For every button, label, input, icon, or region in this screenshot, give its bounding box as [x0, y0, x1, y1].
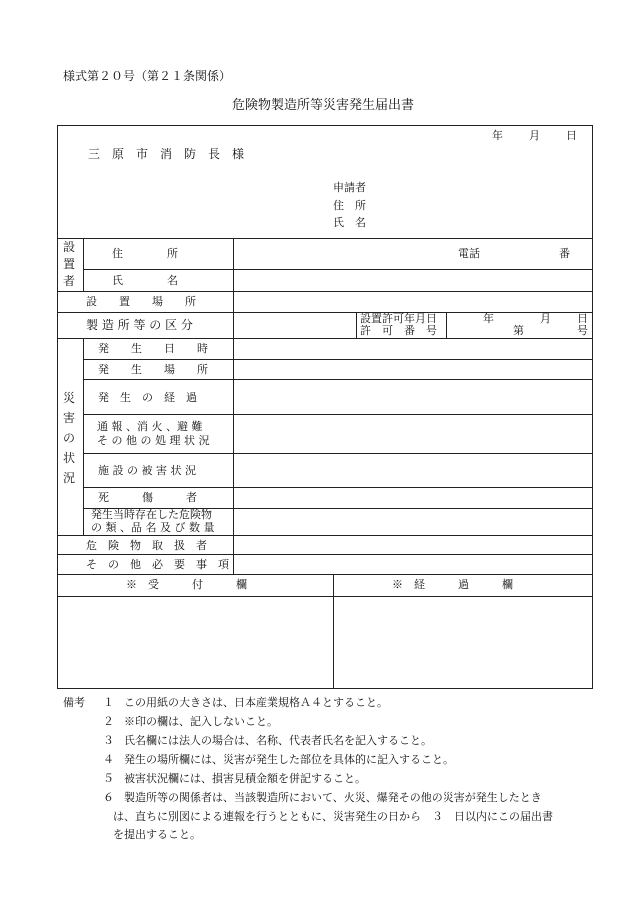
note-text: 発生の場所欄には、災害が発生した部位を具体的に記入すること。: [124, 753, 454, 766]
installer-address-label: 住 所: [112, 247, 178, 260]
disaster-group-char: 害: [63, 411, 76, 425]
installer-phone-field[interactable]: [485, 239, 555, 268]
occurrence-process-field[interactable]: [234, 380, 592, 413]
permit-year-label: 年: [483, 312, 494, 325]
permit-dai-label: 第: [513, 324, 524, 337]
note-number: ３: [103, 734, 114, 747]
phone-suffix: 番: [559, 247, 570, 260]
applicant-address-field[interactable]: [370, 196, 580, 214]
occurrence-place-field[interactable]: [234, 360, 592, 378]
reception-area: [58, 597, 332, 688]
progress-area: [334, 597, 592, 688]
applicant-address-label: 住 所: [333, 199, 366, 212]
facility-damage-label: 施 設 の 被 害 状 況: [98, 464, 196, 477]
note-number: ６: [103, 791, 114, 804]
form-number: 様式第２０号（第２１条関係）: [63, 69, 232, 83]
handler-field[interactable]: [234, 536, 592, 553]
handler-label: 危 険 物 取 扱 者: [86, 539, 207, 552]
casualties-field[interactable]: [234, 488, 592, 507]
rule: [57, 574, 593, 575]
installer-address-field[interactable]: [234, 239, 454, 268]
hazmat-label-line2: の 類 、品 名 及 び 数 量: [91, 521, 215, 534]
location-label: 設 置 場 所: [86, 295, 196, 308]
other-matters-field[interactable]: [234, 555, 592, 573]
installer-group-char: 者: [63, 274, 76, 288]
permit-month-label: 月: [540, 312, 551, 325]
progress-header: ※ 経 過 欄: [392, 578, 513, 591]
location-field[interactable]: [234, 292, 592, 311]
note-number: １: [103, 696, 114, 709]
applicant-label: 申請者: [333, 181, 366, 194]
permit-go-label: 号: [577, 324, 588, 337]
notes-label: 備考: [63, 696, 85, 709]
note-number: ５: [103, 772, 114, 785]
date-year-label: 年: [492, 129, 503, 142]
note-number: ２: [103, 715, 114, 728]
applicant-name-field[interactable]: [370, 213, 580, 231]
facility-type-label: 製 造 所 等 の 区 分: [86, 318, 193, 332]
note-text-continued: を提出すること。: [113, 828, 201, 841]
response-label-line1: 通 報 、消 火 、避 難: [97, 420, 203, 433]
note-text: この用紙の大きさは、日本産業規格Ａ４とすること。: [124, 696, 388, 709]
note-text: 氏名欄には法人の場合は、名称、代表者氏名を記入すること。: [124, 734, 432, 747]
disaster-group-char: 状: [63, 451, 76, 465]
occurrence-datetime-label: 発 生 日 時: [98, 342, 208, 355]
addressee: 三 原 市 消 防 長 様: [88, 147, 245, 161]
disaster-group-char: 況: [63, 471, 76, 485]
phone-label: 電話: [458, 247, 480, 260]
note-text: 被害状況欄には、損害見積金額を併記すること。: [124, 772, 366, 785]
document-title: 危険物製造所等災害発生届出書: [232, 98, 415, 113]
disaster-group-char: の: [63, 431, 76, 445]
installer-group-char: 設: [63, 240, 76, 254]
hazmat-field[interactable]: [234, 509, 592, 534]
note-text: ※印の欄は、記入しないこと。: [124, 715, 278, 728]
date-month-label: 月: [529, 129, 540, 142]
occurrence-place-label: 発 生 場 所: [98, 363, 208, 376]
note-number: ４: [103, 753, 114, 766]
permit-day-label: 日: [577, 312, 588, 325]
response-label-line2: そ の 他 の 処 理 状 況: [97, 434, 210, 447]
reception-header: ※ 受 付 欄: [126, 578, 247, 591]
installer-name-label: 氏 名: [112, 274, 178, 287]
date-day-label: 日: [566, 129, 577, 142]
casualties-label: 死 傷 者: [98, 491, 197, 504]
applicant-name-label: 氏 名: [333, 216, 366, 229]
facility-type-field[interactable]: [234, 313, 355, 337]
occurrence-process-label: 発 生 の 経 過: [98, 391, 197, 404]
permit-number-label: 許 可 番 号: [360, 324, 437, 337]
occurrence-datetime-field[interactable]: [234, 339, 592, 358]
permit-date-label: 設置許可年月日: [360, 312, 437, 325]
installer-name-field[interactable]: [234, 270, 592, 290]
installer-group-char: 置: [63, 257, 76, 271]
disaster-group-char: 災: [63, 391, 76, 405]
rule: [83, 338, 84, 535]
rule: [83, 238, 84, 291]
facility-damage-field[interactable]: [234, 454, 592, 486]
other-matters-label: そ の 他 必 要 事 項: [86, 558, 229, 571]
note-text-continued: は、直ちに別図による連報を行うとともに、災害発生の日から ３ 日以内にこの届出書: [113, 810, 553, 823]
note-text: 製造所等の関係者は、当該製造所において、火災、爆発その他の災害が発生したとき: [124, 791, 542, 804]
rule: [356, 312, 357, 338]
response-field[interactable]: [234, 415, 592, 452]
hazmat-label-line1: 発生当時存在した危険物: [91, 508, 212, 521]
rule: [446, 312, 447, 338]
